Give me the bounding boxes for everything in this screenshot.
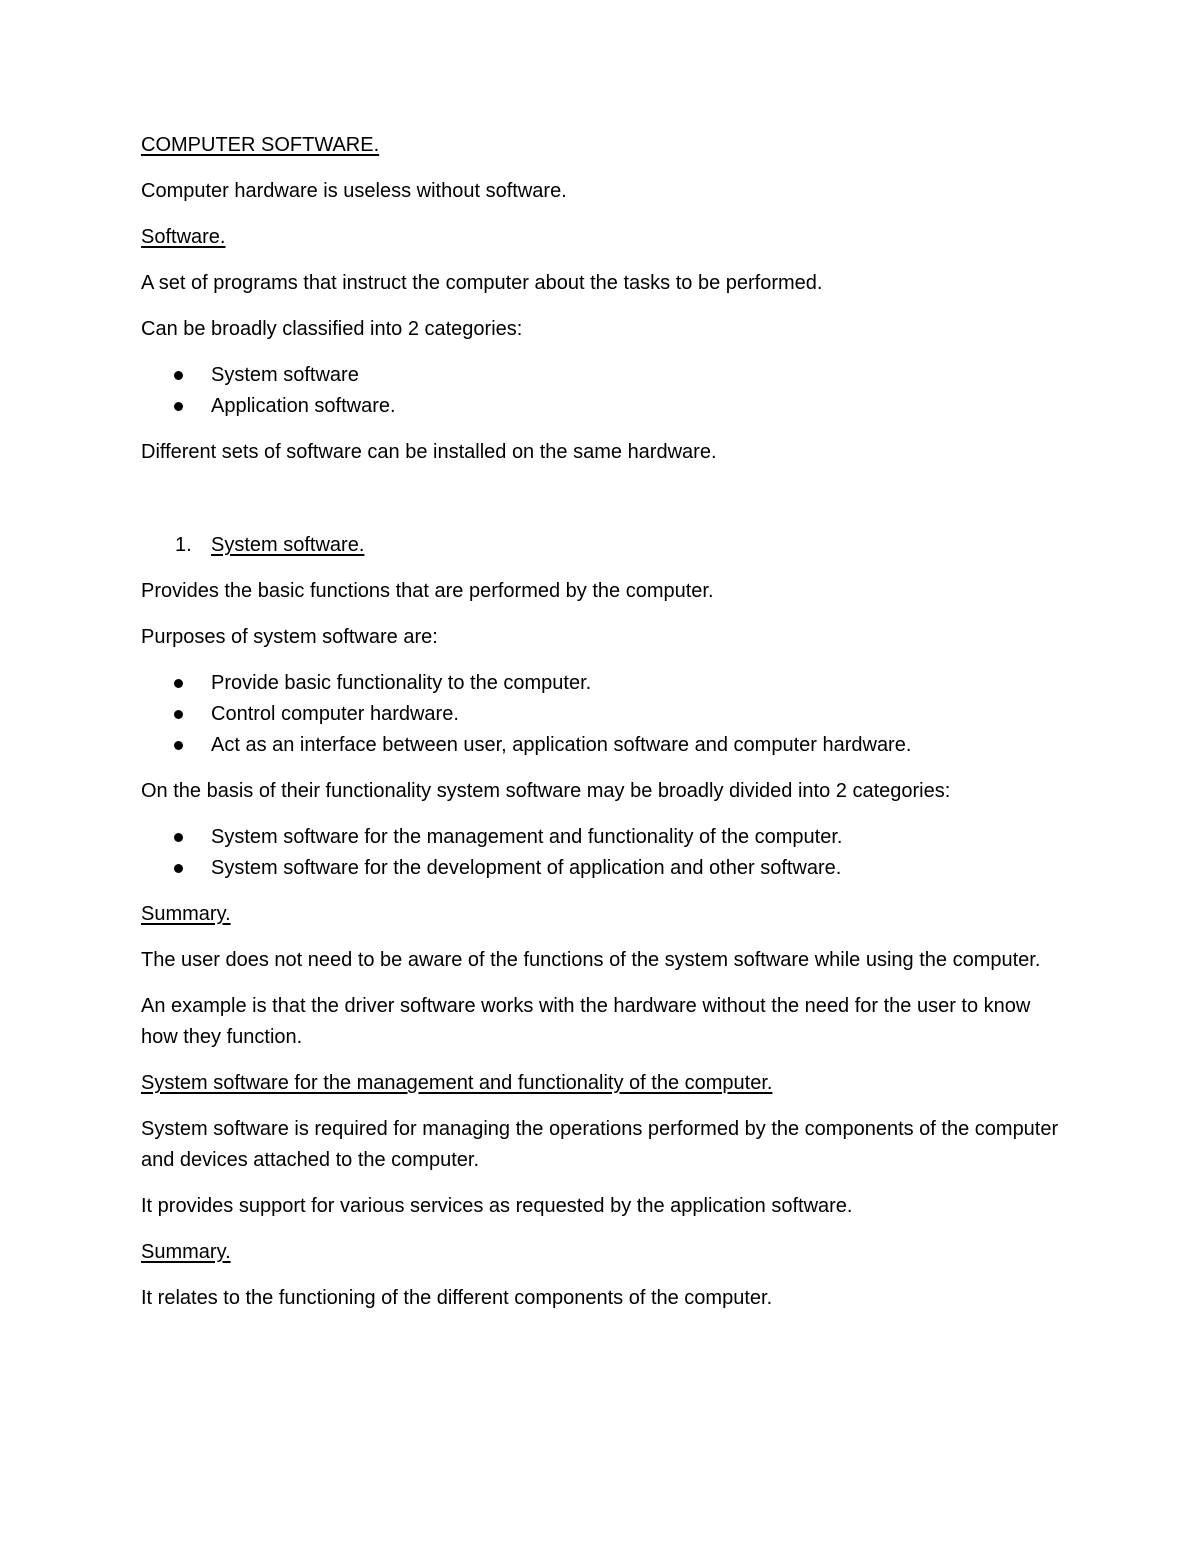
list-item: System software for the development of application and other software. xyxy=(211,853,1061,884)
spacer xyxy=(141,483,1061,530)
intro-paragraph: Computer hardware is useless without software. xyxy=(141,180,567,202)
purposes-intro: Purposes of system software are: xyxy=(141,626,438,648)
list-item: System software xyxy=(211,360,1061,391)
section-list xyxy=(141,530,1061,561)
summary-paragraph: An example is that the driver software works with the hardware without the need for the user to know how they function. xyxy=(141,995,1031,1048)
list-item: Control computer hardware. xyxy=(211,699,1061,730)
provides-paragraph: Provides the basic functions that are performed by the computer. xyxy=(141,580,714,602)
list-item: Act as an interface between user, application software and computer hardware. xyxy=(211,730,1061,761)
divisions-list xyxy=(141,822,1061,884)
management-heading: System software for the management and functionality of the computer. xyxy=(141,1072,773,1094)
summary-heading: Summary. xyxy=(141,903,231,925)
list-item: Provide basic functionality to the computer. xyxy=(211,668,1061,699)
management-paragraph: System software is required for managing the operations performed by the components of the computer and devices attached to the computer. xyxy=(141,1118,1059,1171)
section-heading: System software. xyxy=(211,534,365,556)
basis-paragraph: On the basis of their functionality system software may be broadly divided into 2 categories: xyxy=(141,780,951,802)
summary-paragraph: It relates to the functioning of the different components of the computer. xyxy=(141,1287,773,1309)
section-number: 1. xyxy=(175,534,192,556)
management-paragraph: It provides support for various services as requested by the application software. xyxy=(141,1195,853,1217)
section-heading-item xyxy=(175,530,1061,561)
document-title: COMPUTER SOFTWARE. xyxy=(141,134,380,156)
software-heading: Software. xyxy=(141,226,226,248)
classified-paragraph: Can be broadly classified into 2 categories: xyxy=(141,318,523,340)
purposes-list xyxy=(141,668,1061,761)
summary-paragraph: The user does not need to be aware of the functions of the system software while using the computer. xyxy=(141,949,1041,971)
software-definition: A set of programs that instruct the computer about the tasks to be performed. xyxy=(141,272,823,294)
summary-heading: Summary. xyxy=(141,1241,231,1263)
different-sets-paragraph: Different sets of software can be installed on the same hardware. xyxy=(141,441,717,463)
document-page xyxy=(141,130,1061,1329)
categories-list xyxy=(141,360,1061,422)
list-item: System software for the management and functionality of the computer. xyxy=(211,822,1061,853)
list-item: Application software. xyxy=(211,391,1061,422)
